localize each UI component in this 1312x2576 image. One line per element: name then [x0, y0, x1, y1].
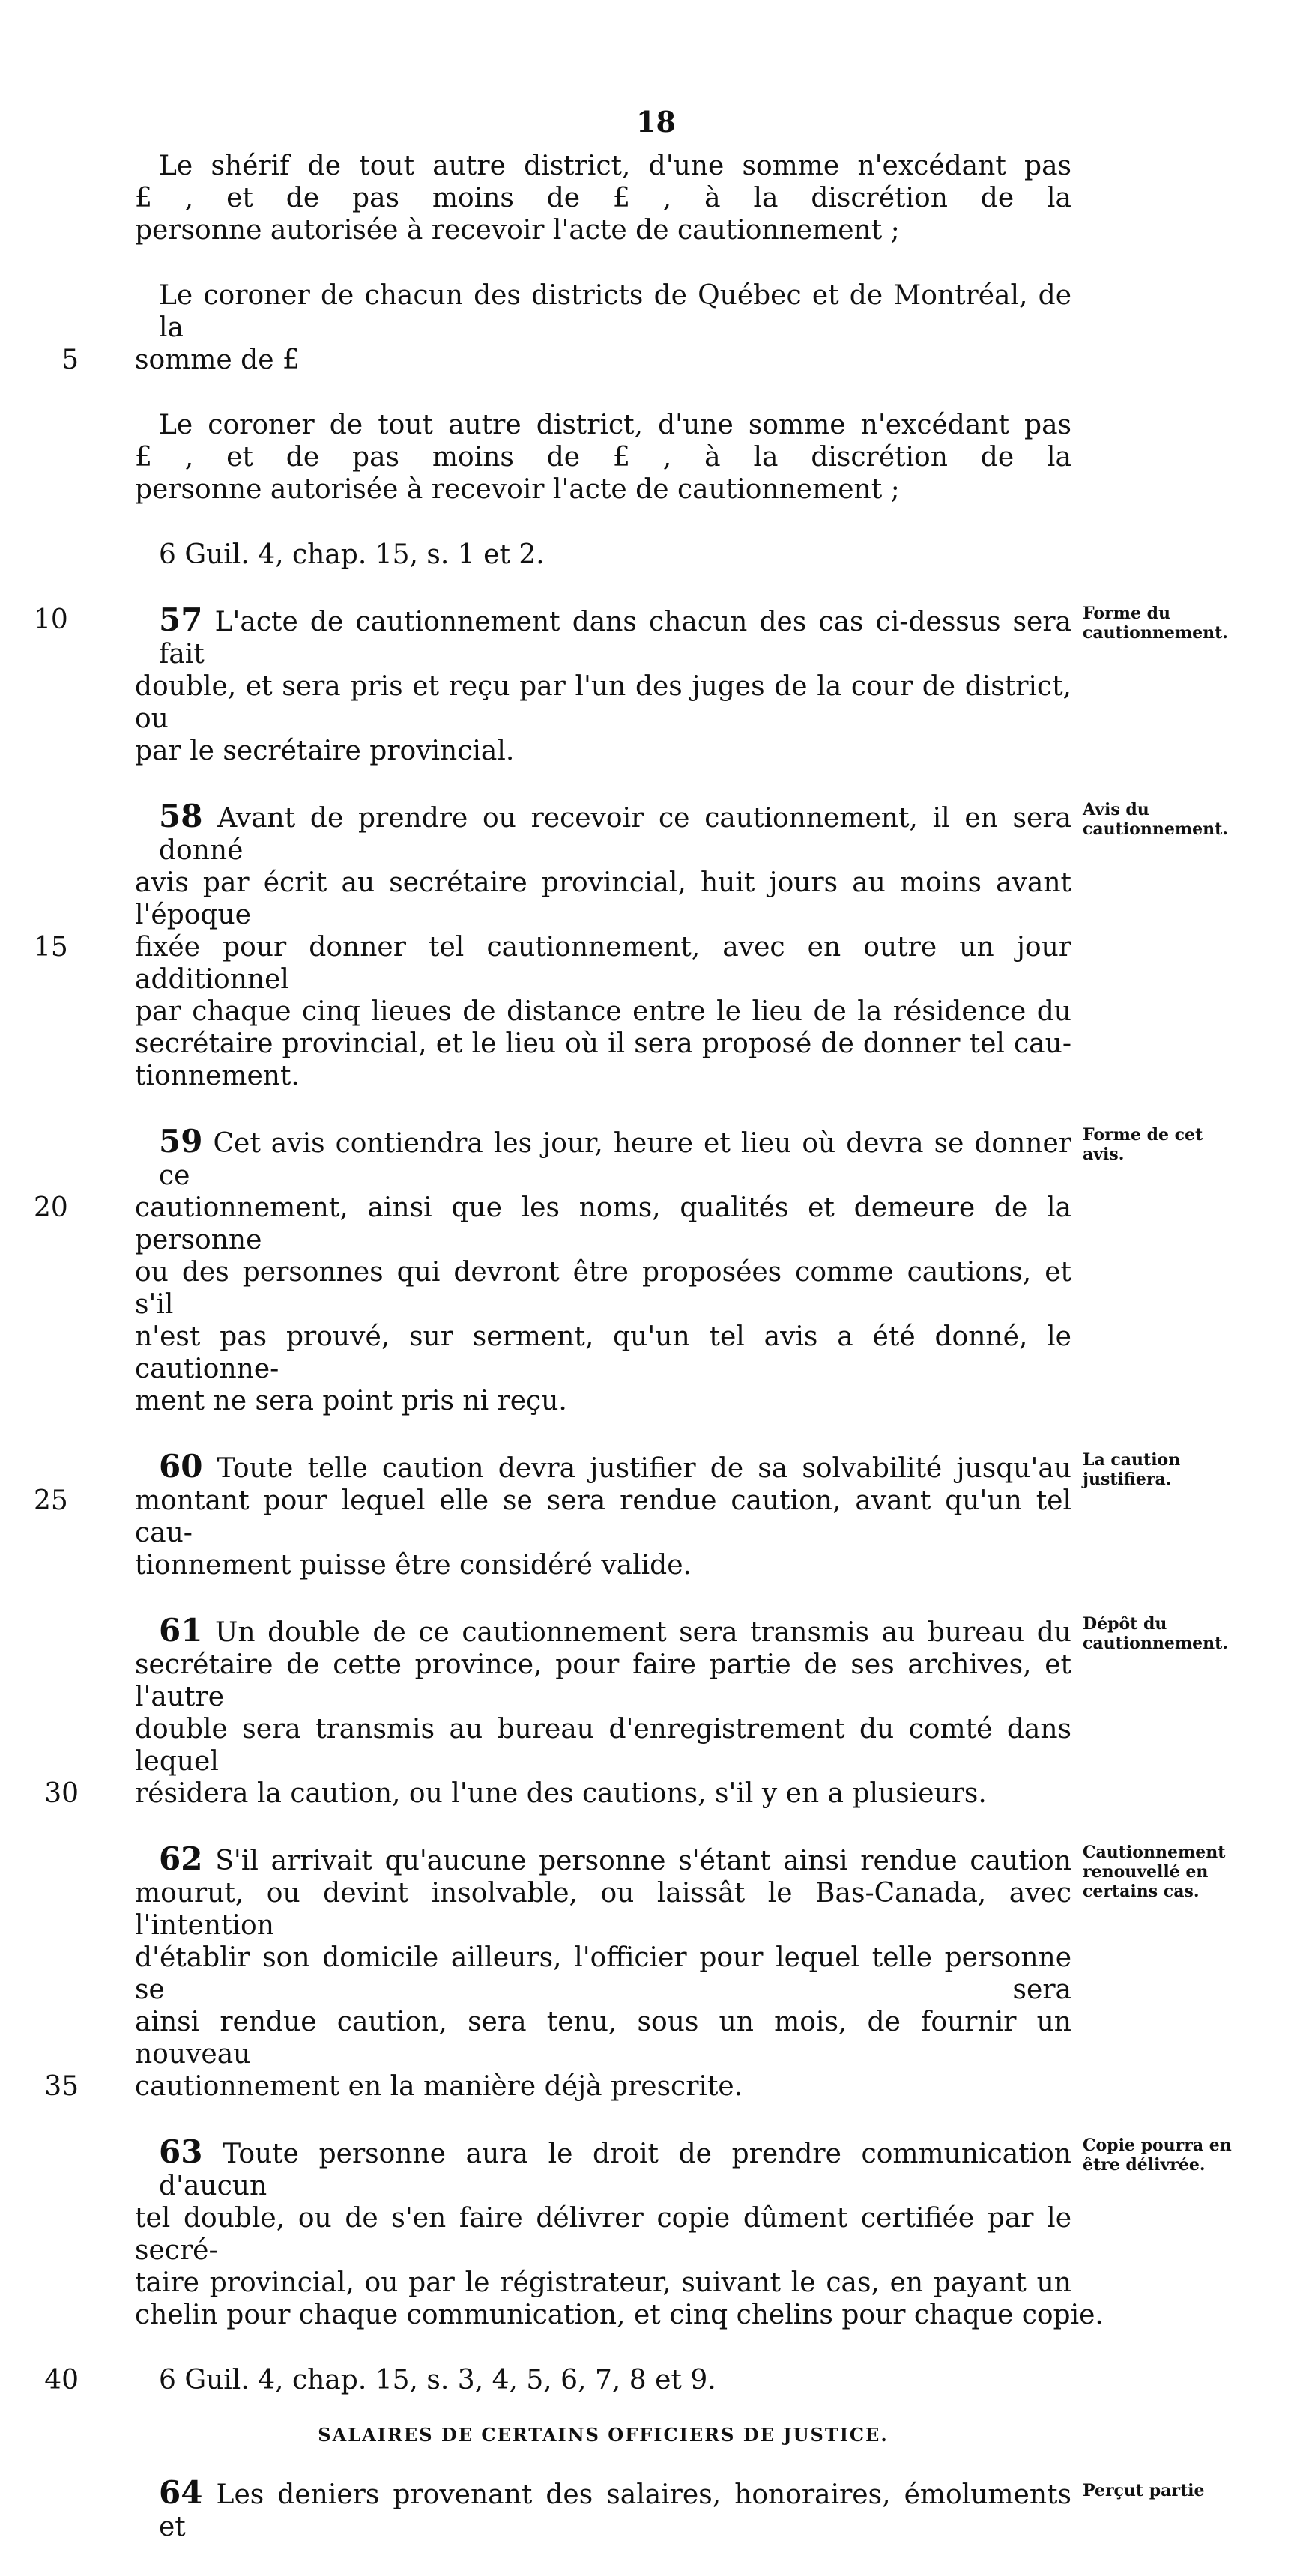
text-line: par le secrétaire provincial. [135, 736, 515, 766]
text-line: double, et sera pris et reçu par l'un des juges de la cour de district, ou [135, 671, 1071, 734]
margin-note: Forme de cet avis. [1083, 1125, 1203, 1164]
text-line-content: Un double de ce cautionnement sera transmis au bureau du [215, 1617, 1071, 1648]
text-line: Le shérif de tout autre district, d'une somme n'excédant pas [159, 151, 1071, 181]
text-line: £ , et de pas moins de £ , à la discrétion de la [135, 442, 1071, 473]
line-number: 10 [34, 604, 68, 635]
text-line-content: cautionnement en la manière déjà prescrite. [135, 2071, 743, 2102]
citation-block-2 [44, 2364, 1071, 2396]
paragraph-coroner-quebec-montreal [61, 279, 1071, 376]
section-60 [34, 1448, 1181, 1581]
text-line-content: Toute telle caution devra justifier de sa solvabilité jusqu'au [217, 1453, 1071, 1484]
text-line: taire provincial, ou par le régistrateur, suivant le cas, en payant un [135, 2267, 1071, 2298]
text-line [135, 1450, 1071, 1485]
text-line [44, 2070, 1071, 2103]
text-line-content: Les deniers provenant des salaires, honoraires, émoluments et [159, 2479, 1071, 2542]
text-line: personne autorisée à recevoir l'acte de cautionnement ; [135, 474, 900, 505]
margin-note: Perçut partie [1083, 2481, 1205, 2500]
text-line [135, 1840, 1071, 1877]
text-line [61, 344, 1071, 376]
text-line-content: Avant de prendre ou recevoir ce cautionnement, il en sera donné [159, 803, 1071, 866]
section-59 [34, 1123, 1203, 1417]
text-line: secrétaire de cette province, pour faire partie de ses archives, et l'autre [135, 1649, 1071, 1712]
citation-text: 6 Guil. 4, chap. 15, s. 1 et 2. [159, 539, 545, 570]
margin-note: Cautionnement renouvellé en certains cas. [1083, 1843, 1226, 1901]
section-number: 64 [159, 2474, 203, 2511]
section-62 [44, 1840, 1226, 2103]
page-number: 18 [636, 105, 676, 139]
margin-note: Dépôt du cautionnement. [1083, 1614, 1228, 1653]
margin-note: Avis du cautionnement. [1083, 800, 1228, 839]
text-line-content: somme de £ [135, 345, 300, 375]
text-line [135, 1125, 1071, 1192]
text-line-content: S'il arrivait qu'aucune personne s'étant ainsi rendue caution [215, 1846, 1071, 1876]
text-line [44, 2364, 1071, 2396]
line-number: 35 [44, 2071, 79, 2102]
paragraph-sheriff [135, 150, 1071, 246]
section-58 [34, 798, 1228, 1092]
text-line [135, 800, 1071, 867]
text-line-content: Toute personne aura le droit de prendre communication d'aucun [159, 2139, 1071, 2201]
text-line: Le coroner de tout autre district, d'une somme n'excédant pas [159, 410, 1071, 440]
line-number: 40 [44, 2365, 79, 2395]
text-line: tionnement. [135, 1061, 300, 1091]
text-line [34, 1485, 1071, 1549]
line-number: 15 [34, 932, 68, 963]
section-64 [135, 2474, 1205, 2543]
text-line: avis par écrit au secrétaire provincial, huit jours au moins avant l'époque [135, 867, 1071, 930]
citation-text: 6 Guil. 4, chap. 15, s. 3, 4, 5, 6, 7, 8 et 9. [159, 2365, 716, 2395]
section-number: 63 [159, 2133, 203, 2170]
text-line-content: cautionnement, ainsi que les noms, qualités et demeure de la personne [135, 1192, 1071, 1255]
section-number: 60 [159, 1448, 203, 1485]
text-line: d'établir son domicile ailleurs, l'officier pour lequel telle personne se sera [135, 1942, 1071, 2005]
text-line [135, 2476, 1071, 2543]
text-line [135, 1614, 1071, 1649]
text-line: tel double, ou de s'en faire délivrer copie dûment certifiée par le secré- [135, 2203, 1071, 2266]
text-line: double sera transmis au bureau d'enregistrement du comté dans lequel [135, 1714, 1071, 1777]
line-number: 5 [61, 345, 79, 375]
page-body [34, 150, 1232, 2576]
text-line: n'est pas prouvé, sur serment, qu'un tel avis a été donné, le cautionne- [135, 1321, 1071, 1384]
margin-note: Forme du cautionnement. [1083, 604, 1228, 643]
text-line: ment ne sera point pris ni reçu. [135, 1386, 567, 1416]
text-line: par chaque cinq lieues de distance entre le lieu de la résidence du [135, 996, 1071, 1027]
text-line [34, 931, 1071, 995]
text-line [135, 2133, 1071, 2202]
text-line: £ , et de pas moins de £ , à la discrétion de la [135, 183, 1071, 213]
text-line: Le coroner de chacun des districts de Québec et de Montréal, de la [159, 280, 1071, 343]
text-line: chelin pour chaque communication, et cinq chelins pour chaque copie. [135, 2300, 1104, 2330]
margin-note: Copie pourra en être délivrée. [1083, 2136, 1232, 2175]
paragraph-coroner-other [135, 409, 1071, 506]
text-line: ou des personnes qui devront être proposées comme cautions, et s'il [135, 1257, 1071, 1320]
text-line [34, 1192, 1071, 1256]
text-line-content: résidera la caution, ou l'une des cautions, s'il y en a plusieurs. [135, 1778, 987, 1809]
section-57 [34, 601, 1228, 767]
line-number: 20 [34, 1192, 68, 1223]
section-number: 61 [159, 1612, 203, 1649]
text-line-content: Cet avis contiendra les jour, heure et lieu où devra se donner ce [159, 1128, 1071, 1191]
text-line-content: montant pour lequel elle se sera rendue caution, avant qu'un tel cau- [135, 1485, 1071, 1548]
text-line: secrétaire provincial, et le lieu où il sera proposé de donner tel cau- [135, 1028, 1071, 1059]
section-63 [135, 2133, 1232, 2331]
text-line [44, 1778, 1071, 1810]
text-line: personne autorisée à recevoir l'acte de cautionnement ; [135, 215, 900, 246]
line-number: 30 [44, 1778, 79, 1809]
section-number: 58 [159, 798, 203, 834]
line-number: 25 [34, 1485, 68, 1516]
text-line-content: fixée pour donner tel cautionnement, avec en outre un jour additionnel [135, 932, 1071, 995]
margin-note: La caution justifiera. [1083, 1450, 1181, 1489]
citation-block [135, 539, 1071, 571]
section-61 [44, 1612, 1228, 1810]
section-heading: SALAIRES DE CERTAINS OFFICIERS DE JUSTICE. [318, 2424, 889, 2446]
text-line [34, 601, 1071, 670]
section-number: 59 [159, 1123, 203, 1160]
section-number: 57 [159, 601, 203, 638]
text-line: ainsi rendue caution, sera tenu, sous un mois, de fournir un nouveau [135, 2007, 1071, 2070]
section-number: 62 [159, 1840, 203, 1877]
text-line: tionnement puisse être considéré valide. [135, 1550, 692, 1581]
text-line-content: L'acte de cautionnement dans chacun des cas ci-dessus sera fait [159, 607, 1071, 670]
text-line: mourut, ou devint insolvable, ou laissât le Bas-Canada, avec l'intention [135, 1878, 1071, 1941]
